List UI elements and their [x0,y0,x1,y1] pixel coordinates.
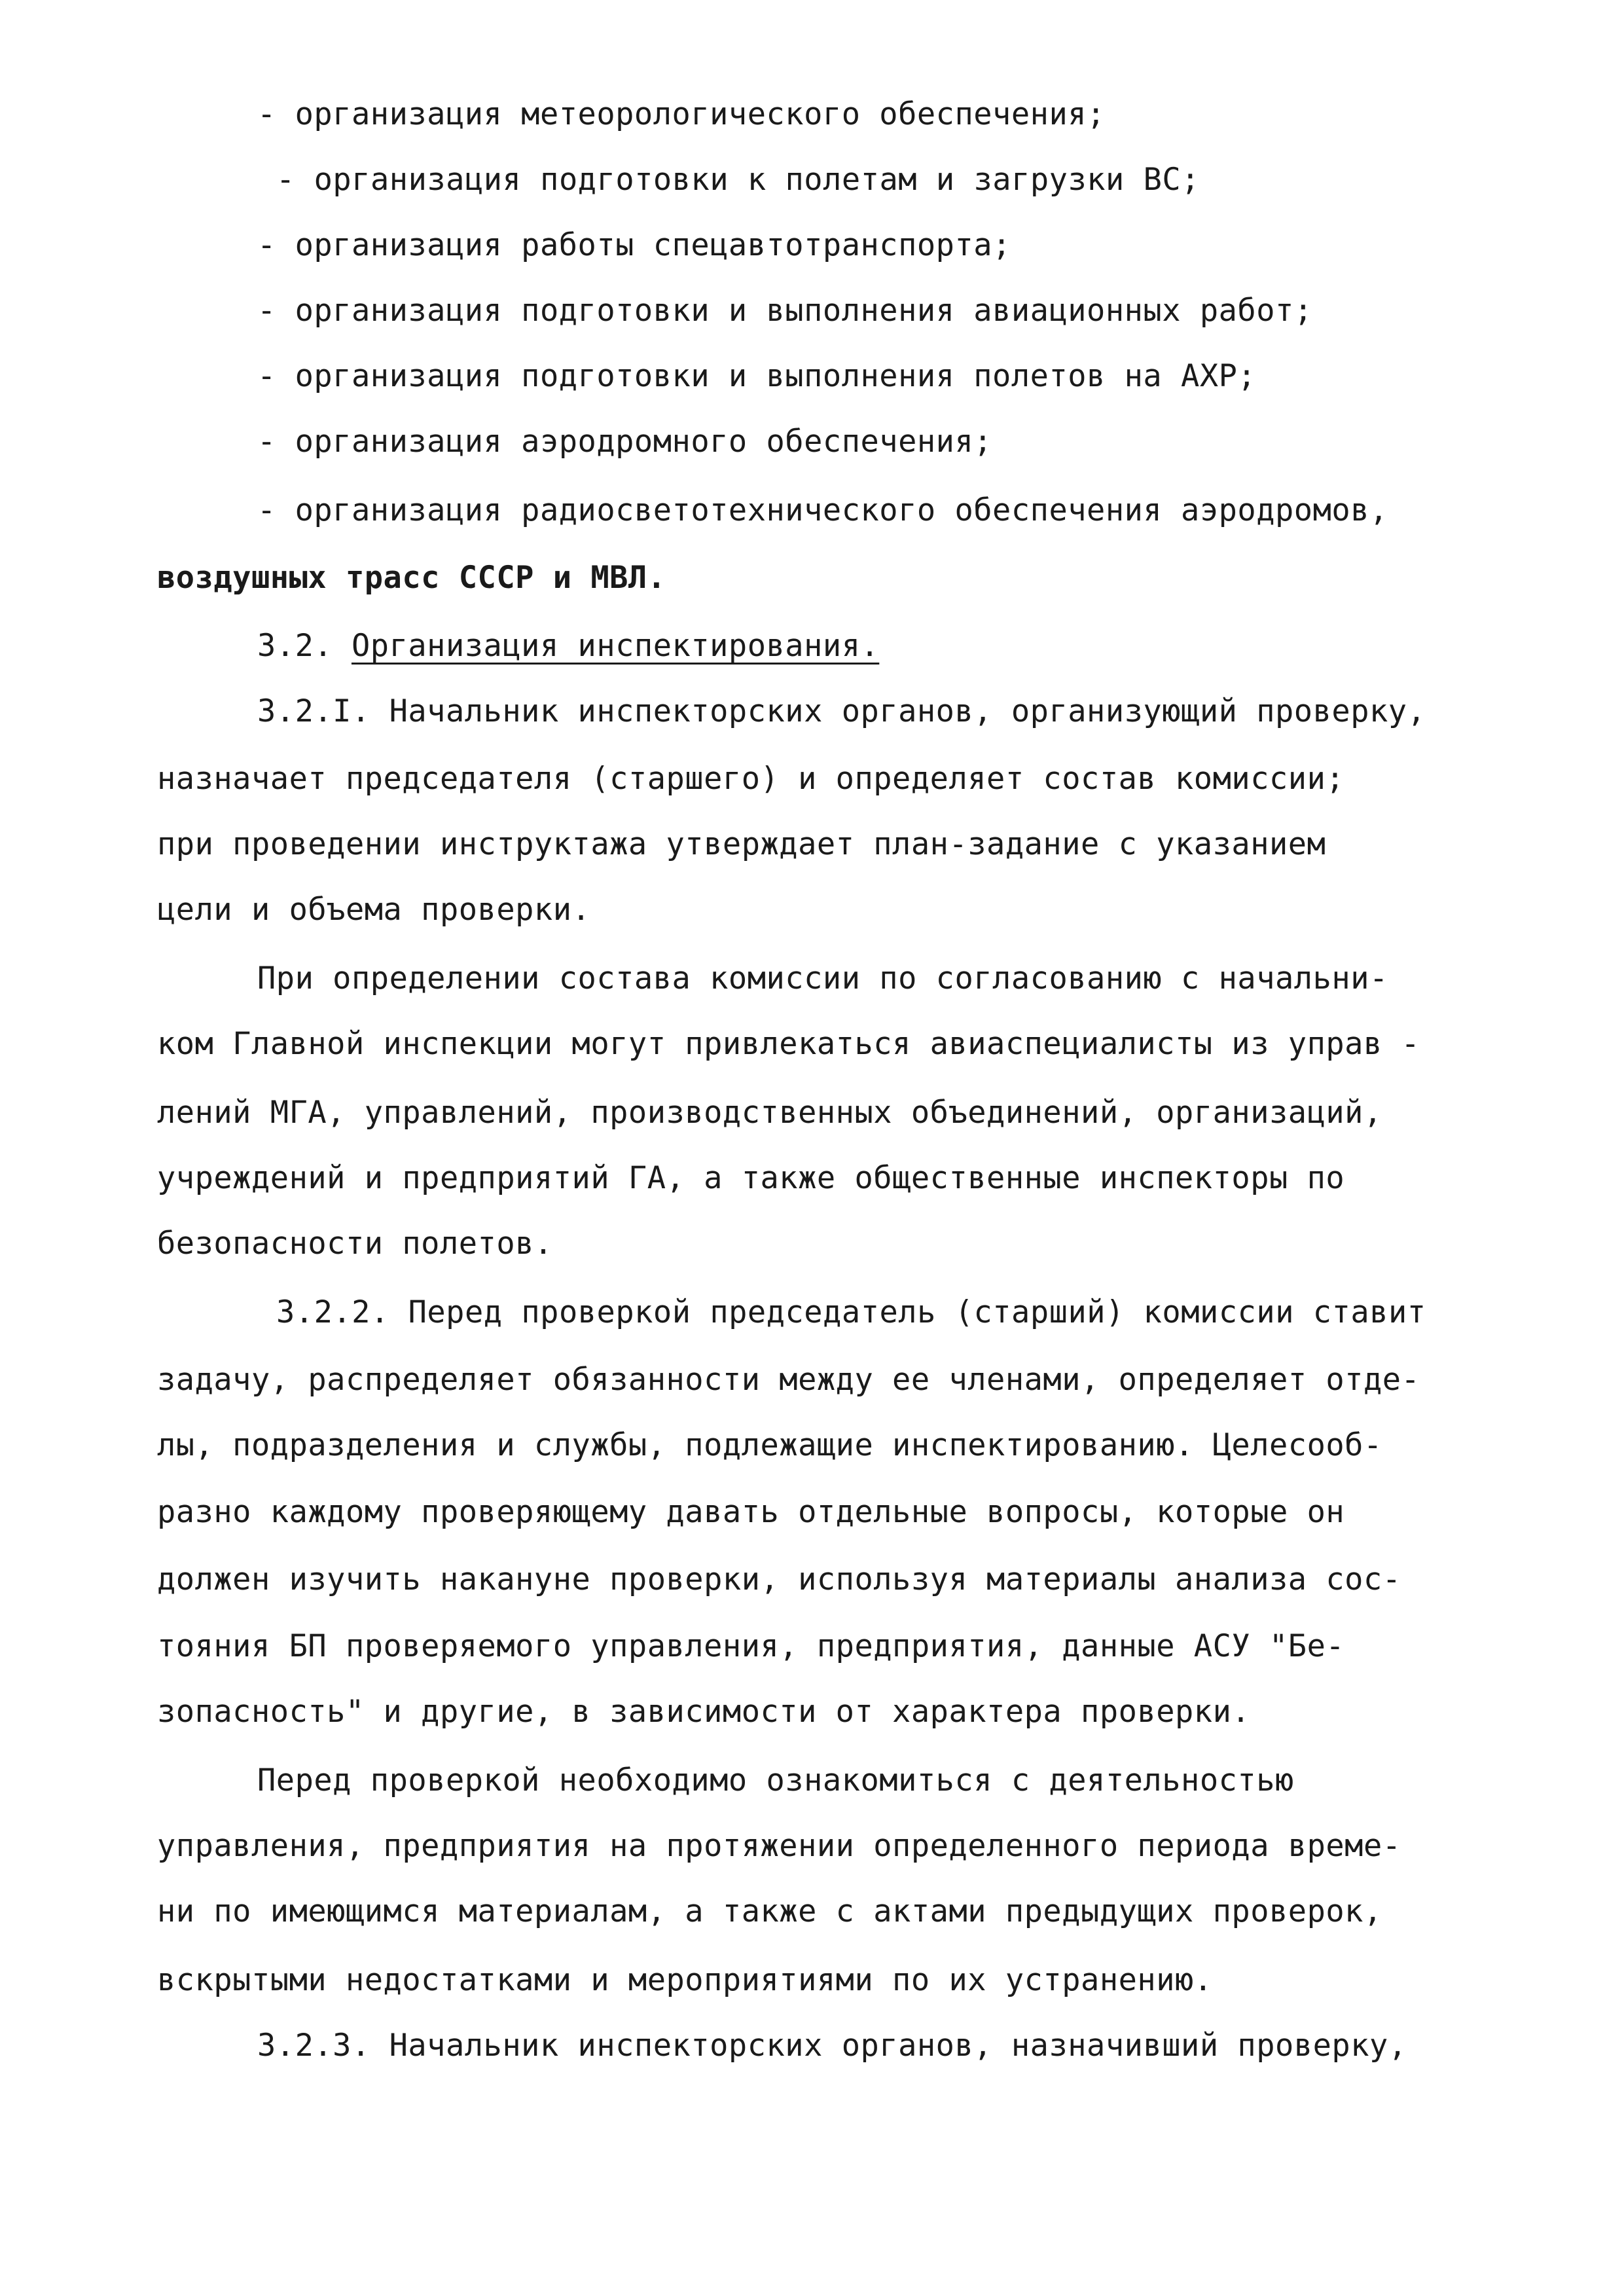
paragraph-line: задачу, распределяет обязанности между ее членами, определяет отде- [157,1362,1420,1398]
paragraph-line: учреждений и предприятий ГА, а также общественные инспекторы по [157,1160,1345,1196]
paragraph-line: Перед проверкой необходимо ознакомиться с деятельностью [257,1762,1294,1798]
paragraph-line: безопасности полетов. [157,1226,553,1262]
bullet-item: - организация радиосветотехнического обеспечения аэродромов, [257,492,1388,528]
paragraph-line: 3.2.I. Начальник инспекторских органов, организующий проверку, [257,693,1426,729]
paragraph-line: лений МГА, управлений, производственных объединений, организаций, [157,1095,1382,1131]
bullet-continuation: воздушных трасс СССР и МВЛ. [157,560,666,596]
paragraph-line: цели и объема проверки. [157,892,591,928]
paragraph-line: 3.2.3. Начальник инспекторских органов, назначивший проверку, [257,2028,1407,2064]
paragraph-line: ком Главной инспекции могут привлекаться авиаспециалисты из управ - [157,1026,1420,1062]
bullet-item: - организация метеорологического обеспечения; [257,96,1106,132]
paragraph-line: при проведении инструктажа утверждает план-задание с указанием [157,826,1326,862]
paragraph-line: зопасность" и другие, в зависимости от характера проверки. [157,1694,1251,1730]
paragraph-line: вскрытыми недостатками и мероприятиями по их устранению. [157,1962,1213,1998]
bullet-item: - организация подготовки и выполнения авиационных работ; [257,293,1313,329]
paragraph-line: 3.2.2. Перед проверкой председатель (старший) комиссии ставит [276,1294,1426,1330]
paragraph-line: должен изучить накануне проверки, используя материалы анализа сос- [157,1561,1401,1597]
bullet-item: - организация аэродромного обеспечения; [257,424,993,460]
section-number: 3.2. [257,628,333,664]
bullet-item: - организация подготовки к полетам и загрузки ВС; [276,162,1200,198]
paragraph-line: лы, подразделения и службы, подлежащие инспектированию. Целесооб- [157,1427,1382,1463]
bullet-item: - организация подготовки и выполнения полетов на АХР; [257,358,1257,394]
paragraph-line: тояния БП проверяемого управления, предприятия, данные АСУ "Бе- [157,1628,1345,1664]
section-title: Организация инспектирования. [351,628,880,664]
bullet-item: - организация работы спецавтотранспорта; [257,227,1011,263]
paragraph-line: назначает председателя (старшего) и определяет состав комиссии; [157,761,1345,797]
paragraph-line: ни по имеющимся материалам, а также с актами предыдущих проверок, [157,1893,1382,1929]
paragraph-line: При определении состава комиссии по согласованию с начальни- [257,960,1388,996]
paragraph-line: разно каждому проверяющему давать отдельные вопросы, которые он [157,1494,1345,1530]
section-heading [257,627,879,666]
paragraph-line: управления, предприятия на протяжении определенного периода време- [157,1828,1401,1864]
